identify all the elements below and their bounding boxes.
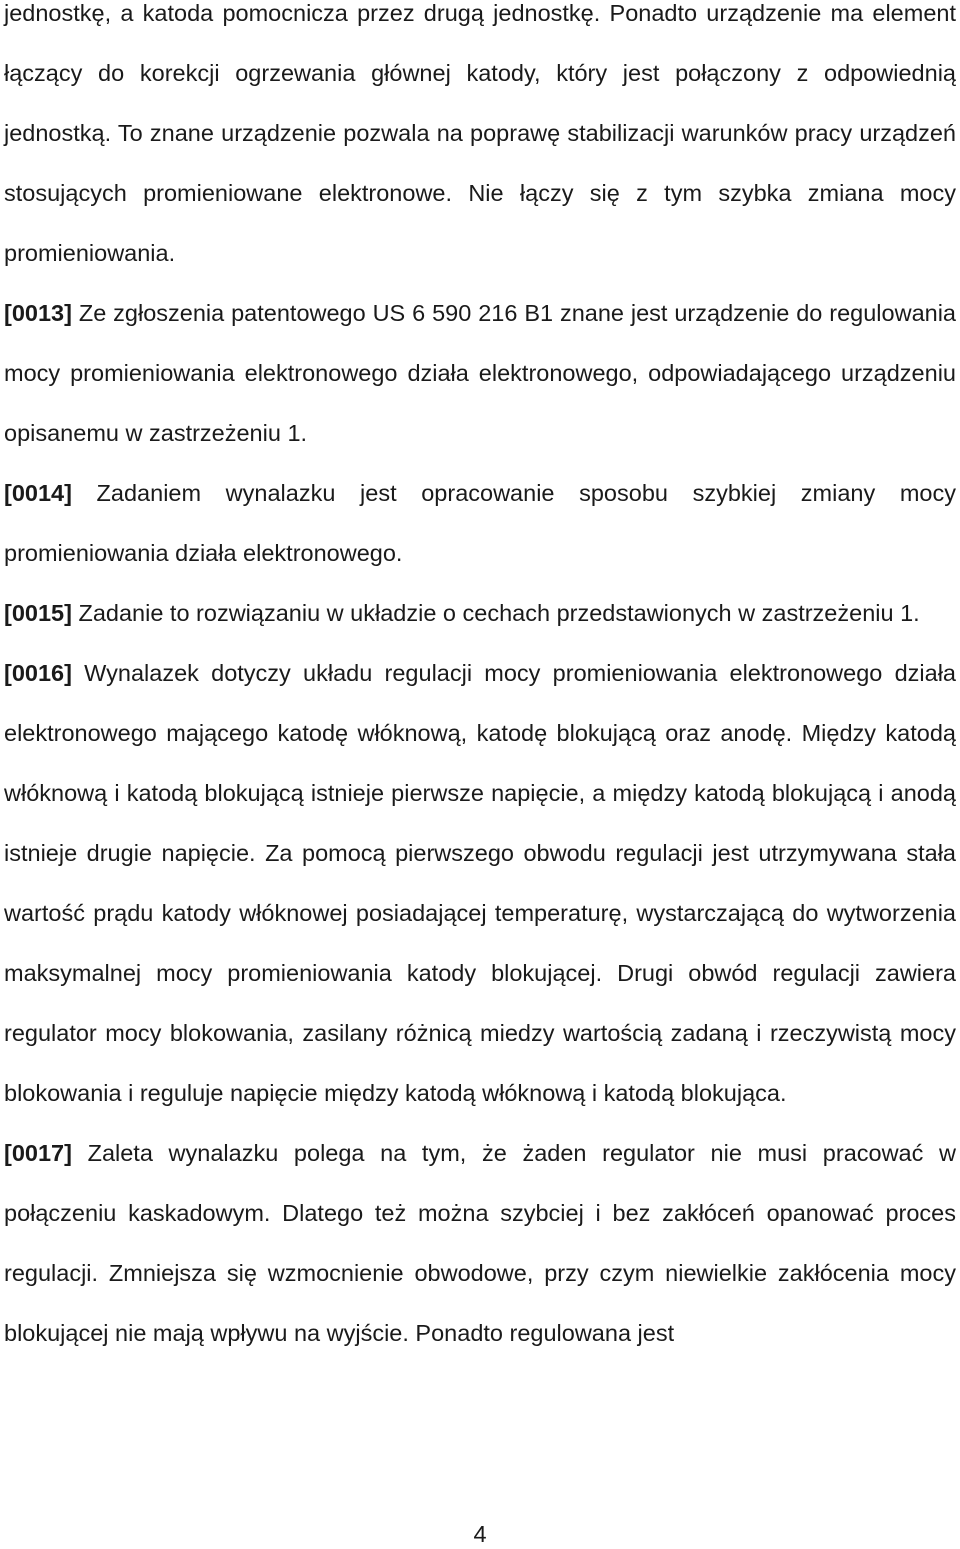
paragraph-text: Zaleta wynalazku polega na tym, że żaden regulator nie musi pracować w połączeniu kaskadowym. Dlatego też można szybciej i bez zakłóceń opanować proces regulacji. Zmniejsza się wzmocnienie obwodowe, przy czym niewielkie zakłócenia mocy blokującej nie mają wpływu na wyjście. Ponadto regulowana jest xyxy=(4,1140,956,1346)
paragraph-0015 xyxy=(4,583,956,643)
page-number: 4 xyxy=(473,1521,487,1547)
paragraph-number: [0016] xyxy=(4,660,72,686)
paragraph-number: [0014] xyxy=(4,480,72,506)
paragraph-text: Zadanie to rozwiązaniu w układzie o cechach przedstawionych w zastrzeżeniu 1. xyxy=(71,600,920,626)
paragraph-0014 xyxy=(4,463,956,583)
document-body xyxy=(4,0,956,1363)
paragraph-continued xyxy=(4,0,956,283)
paragraph-0013 xyxy=(4,283,956,463)
paragraph-number: [0017] xyxy=(4,1140,72,1166)
paragraph-number: [0015] xyxy=(4,600,72,626)
paragraph-text: jednostkę, a katoda pomocnicza przez drugą jednostkę. Ponadto urządzenie ma element łączący do korekcji ogrzewania głównej katody, który jest połączony z odpowiednią jednostką. To znane urządzenie pozwala na poprawę stabilizacji warunków pracy urządzeń stosujących promieniowane elektronowe. Nie łączy się z tym szybka zmiana mocy promieniowania. xyxy=(4,0,956,266)
paragraph-text: Ze zgłoszenia patentowego US 6 590 216 B1 znane jest urządzenie do regulowania mocy promieniowania elektronowego działa elektronowego, odpowiadającego urządzeniu opisanemu w zastrzeżeniu 1. xyxy=(4,300,956,446)
paragraph-text: Wynalazek dotyczy układu regulacji mocy promieniowania elektronowego działa elektronowego mającego katodę włóknową, katodę blokującą oraz anodę. Między katodą włóknową i katodą blokującą istnieje pierwsze napięcie, a między katodą blokującą i anodą istnieje drugie napięcie. Za pomocą pierwszego obwodu regulacji jest utrzymywana stała wartość prądu katody włóknowej posiadającej temperaturę, wystarczającą do wytworzenia maksymalnej mocy promieniowania katody blokującej. Drugi obwód regulacji zawiera regulator mocy blokowania, zasilany różnicą miedzy wartością zadaną i rzeczywistą mocy blokowania i reguluje napięcie między katodą włóknową i katodą blokująca. xyxy=(4,660,956,1106)
paragraph-0017 xyxy=(4,1123,956,1363)
paragraph-text: Zadaniem wynalazku jest opracowanie sposobu szybkiej zmiany mocy promieniowania działa elektronowego. xyxy=(4,480,956,566)
paragraph-number: [0013] xyxy=(4,300,72,326)
paragraph-0016 xyxy=(4,643,956,1123)
